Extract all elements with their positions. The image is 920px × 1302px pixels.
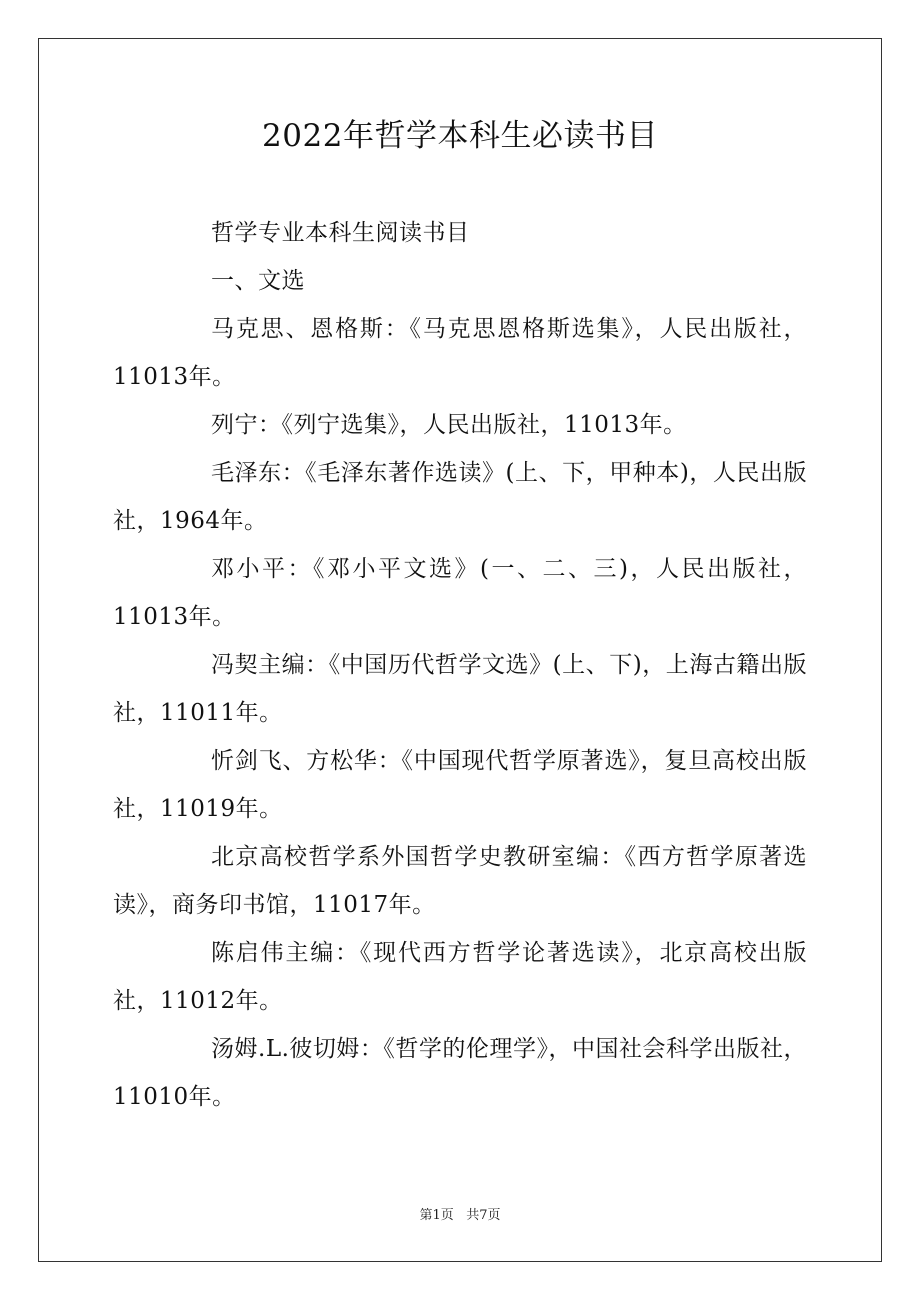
book-entry: 列宁：《列宁选集》，人民出版社，11013年。	[211, 412, 687, 438]
current-page-number: 第1页	[419, 1208, 454, 1223]
book-entry: 马克思、恩格斯：《马克思恩格斯选集》，人民出版社，11013年。	[113, 316, 807, 390]
book-entry: 陈启伟主编：《现代西方哲学论著选读》，北京高校出版社，11012年。	[113, 940, 807, 1014]
document-body	[113, 209, 807, 1121]
book-entry: 北京高校哲学系外国哲学史教研室编：《西方哲学原著选读》，商务印书馆，11017年。	[113, 844, 807, 918]
book-entry: 汤姆.L.彼切姆：《哲学的伦理学》，中国社会科学出版社，11010年。	[113, 1036, 807, 1110]
book-entry: 冯契主编：《中国历代哲学文选》(上、下)，上海古籍出版社，11011年。	[113, 652, 807, 726]
document-title: 2022年哲学本科生必读书目	[262, 118, 658, 154]
footer-separator	[454, 1208, 466, 1223]
book-entry: 毛泽东：《毛泽东著作选读》(上、下，甲种本)，人民出版社，1964年。	[113, 460, 807, 534]
book-entry: 邓小平：《邓小平文选》(一、二、三)，人民出版社，11013年。	[113, 556, 807, 630]
section-heading: 哲学专业本科生阅读书目	[211, 220, 470, 246]
page-footer	[0, 1206, 920, 1226]
book-entry: 忻剑飞、方松华：《中国现代哲学原著选》，复旦高校出版社，11019年。	[113, 748, 807, 822]
subsection-heading: 一、文选	[211, 268, 305, 294]
total-page-count: 共7页	[466, 1208, 501, 1223]
